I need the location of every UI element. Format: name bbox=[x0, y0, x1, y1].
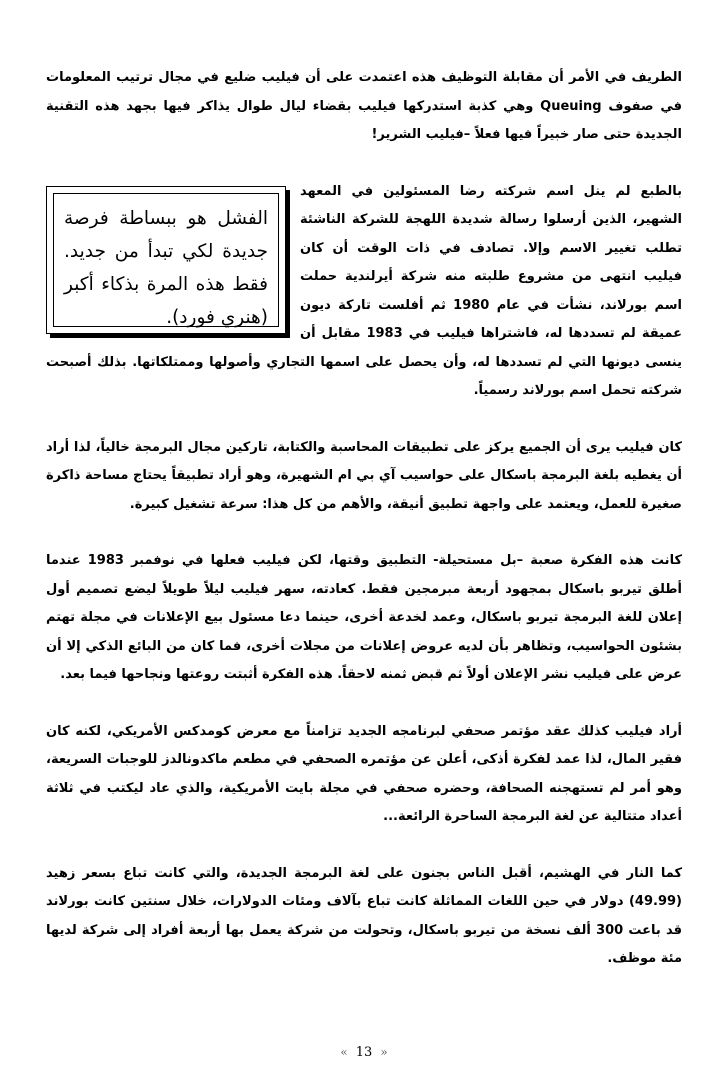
paragraph-gap bbox=[46, 832, 682, 860]
paragraph-5: أراد فيليب كذلك عقد مؤتمر صحفي لبرنامجه الجديد تزامناً مع معرض كومدكس الأمريكي، لكنه كان فقير المال، لذا عمد لفكرة أذكى، أعلن عن مؤتمره الصحفي في مطعم ماكدونالدز للوجبات السريعة، وهو أمر لم تستهجنه الصحافة، وحضره صحفي في مجلة بايت الأمريكية، والذي عاد ليكتب في ثلاثة أعداد متتالية عن لغة البرمجة الساحرة الرائعة... bbox=[46, 723, 682, 824]
page-body bbox=[46, 64, 682, 974]
footer-ornament-right: » bbox=[380, 1045, 388, 1059]
page-number: 13 bbox=[355, 1045, 373, 1060]
paragraph-gap bbox=[46, 406, 682, 434]
paragraph-gap bbox=[46, 150, 682, 178]
paragraph-1: الطريف في الأمر أن مقابلة التوظيف هذه اعتمدت على أن فيليب ضليع في مجال ترتيب المعلومات في صفوف Queuing وهي كذبة استدركها فيليب بقضاء ليال طوال يذاكر فيها بجهد هذه التقنية الجديدة حتى صار خبيراً فيها فعلاً –فيليب الشرير! bbox=[46, 70, 682, 142]
paragraph-3: كان فيليب يرى أن الجميع يركز على تطبيقات المحاسبة والكتابة، تاركين مجال البرمجة خالياً، لذا أراد أن يغطيه بلغة البرمجة باسكال على حواسيب آي بي ام الشهيرة، وهو أراد تطبيقاً يحتاج مساحة ذاكرة صغيرة للعمل، ويعتمد على واجهة تطبيق أنيقة، والأهم من كل هذا: سرعة تشغيل كبيرة. bbox=[46, 439, 682, 512]
quote-text: الفشل هو ببساطة فرصة جديدة لكي تبدأ من جديد. فقط هذه المرة بذكاء أكبر (هنري فورد). bbox=[53, 193, 279, 327]
paragraph-with-quote bbox=[46, 178, 682, 406]
footer-ornament-left: « bbox=[340, 1045, 348, 1059]
paragraph-6: كما النار في الهشيم، أقبل الناس بجنون على لغة البرمجة الجديدة، والتي كانت تباع بسعر زهيد (49.99) دولار في حين اللغات المماثلة كانت تباع بآلاف ومئات الدولارات، خلال سنتين كانت بورلاند قد باعت 300 ألف نسخة من تيربو باسكال، وتحولت من شركة يعمل بها أربعة أفراد إلى شركة لديها مئة موظف. bbox=[46, 865, 682, 966]
paragraph-2: بالطبع لم ينل اسم شركته رضا المسئولين في المعهد الشهير، الذين أرسلوا رسالة شديدة اللهجة للشركة الناشئة تطلب تغيير الاسم وإلا. تصادف في ذات الوقت أن كان فيليب انتهى من مشروع طلبته منه شركة أيرلندية حملت اسم بورلاند، نشأت في عام 1980 ثم أفلست تاركة ديون عميقة لم تسددها له، فاشتراها فيليب في 1983 مقابل أن ينسى ديونها التي لم تسددها له، وأن يحصل على اسمها التجاري وأصولها وممتلكاتها. بذلك أصبحت شركته تحمل اسم بورلاند رسمياً. bbox=[46, 183, 682, 398]
paragraph-4: كانت هذه الفكرة صعبة –بل مستحيلة- التطبيق وقتها، لكن فيليب فعلها في نوفمبر 1983 عندما أطلق تيربو باسكال بمجهود أربعة مبرمجين فقط. كعادته، سهر فيليب ليلاً طويلاً ليضع تصميم أول إعلان للغة البرمجة تيربو باسكال، وعمد لخدعة أخرى، حينما دعا مسئول بيع الإعلانات في مجلة تهتم بشئون الحواسيب، وتظاهر بأن لديه عروض إعلانات من مجلات أخرى، فما كان من البائع الذكي إلا أن عرض على فيليب نشر الإعلان أولاً ثم قبض ثمنه لاحقاً. هذه الفكرة أثبتت روعتها ونجاحها فيما بعد. bbox=[46, 553, 683, 682]
paragraph-gap bbox=[46, 519, 682, 547]
quote-box bbox=[46, 186, 286, 334]
paragraph-gap bbox=[46, 690, 682, 718]
page-footer bbox=[0, 1045, 728, 1060]
